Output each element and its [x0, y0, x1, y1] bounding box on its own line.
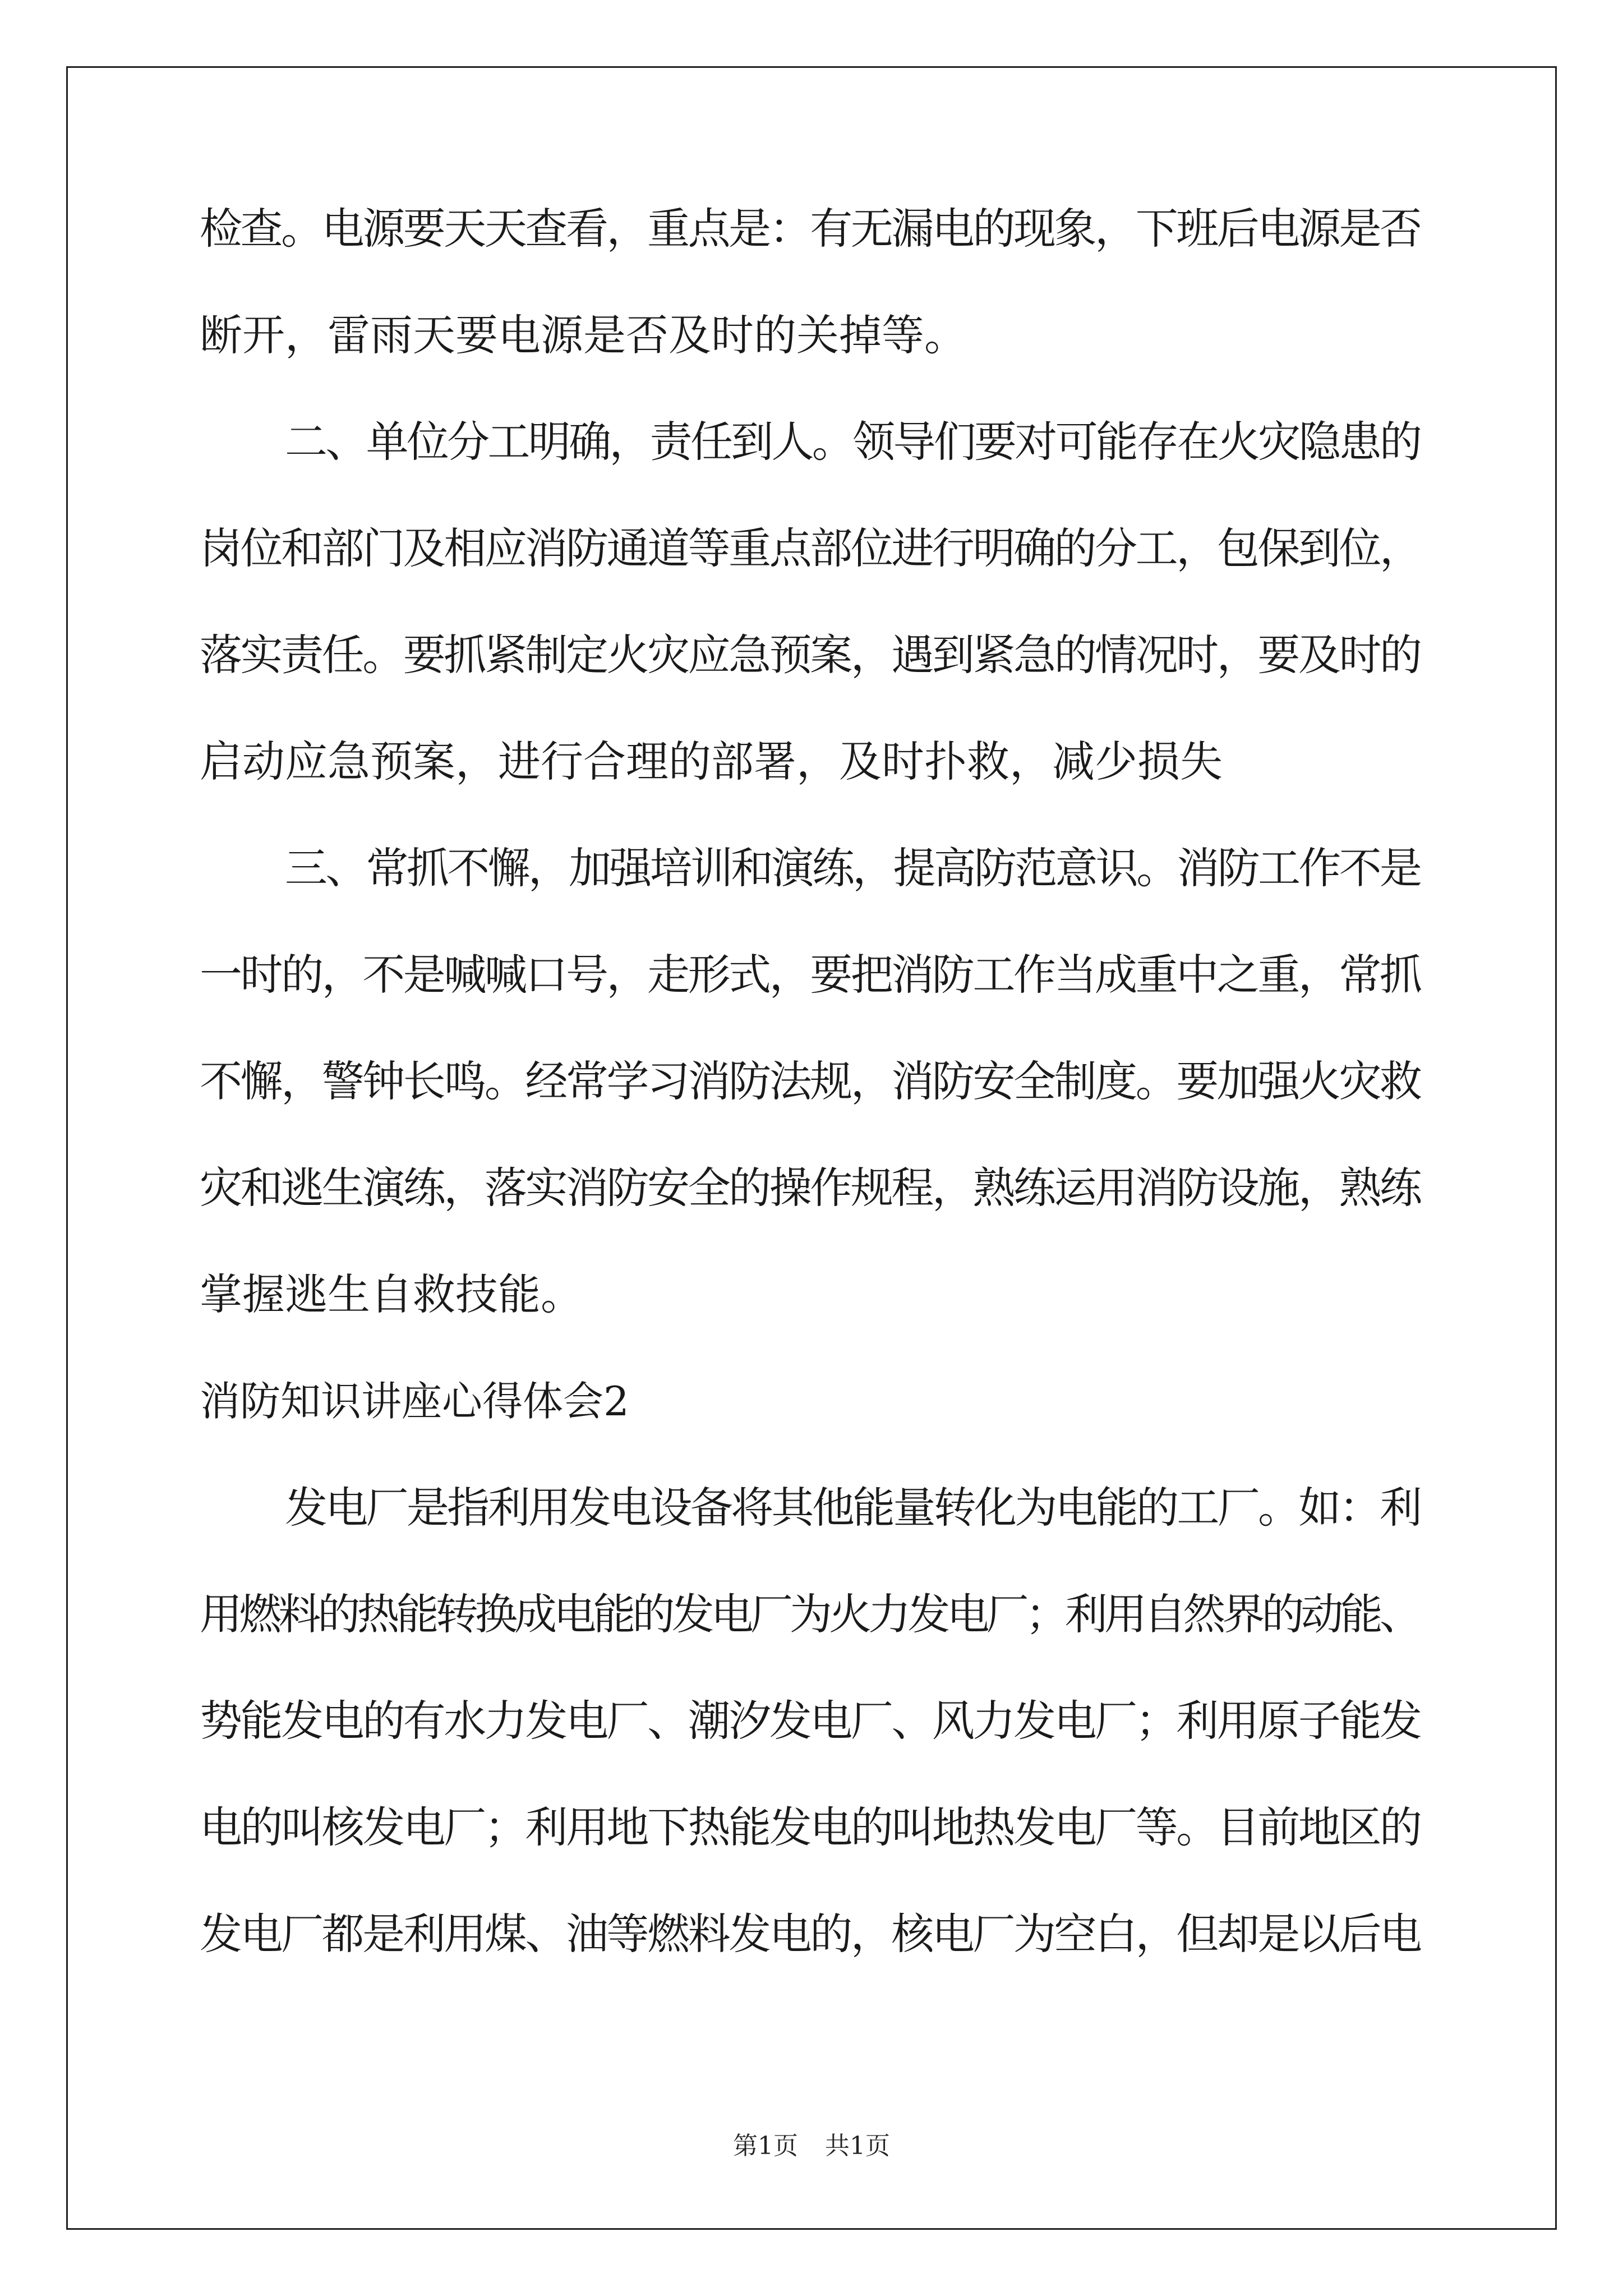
text-line: 断开，雷雨天要电源是否及时的关掉等。	[200, 310, 967, 360]
text-line: 发电厂都是利用煤、油等燃料发电的，核电厂为空白，但却是以后电	[200, 1909, 1421, 1959]
text-line: 掌握逃生自救技能。	[200, 1269, 583, 1319]
paragraph-3	[200, 843, 1422, 1319]
paragraph-2	[200, 417, 1422, 786]
text-line: 二、单位分工明确，责任到人。领导们要对可能存在火灾隐患的	[285, 417, 1421, 467]
text-line: 不懈，警钟长鸣。经常学习消防法规，消防安全制度。要加强火灾救	[200, 1056, 1421, 1106]
text-line: 一时的，不是喊喊口号，走形式，要把消防工作当成重中之重，常抓	[200, 950, 1421, 1000]
text-line: 启动应急预案，进行合理的部署，及时扑救，减少损失	[200, 737, 1223, 786]
page-total: 共1页	[825, 2132, 890, 2160]
paragraph-4	[200, 1483, 1422, 1959]
paragraph-1	[200, 204, 1422, 360]
section-heading: 消防知识讲座心得体会2	[200, 1378, 629, 1425]
text-line: 发电厂是指利用发电设备将其他能量转化为电能的工厂。如：利	[285, 1483, 1421, 1533]
text-line: 检查。电源要天天查看，重点是：有无漏电的现象，下班后电源是否	[200, 204, 1421, 254]
text-line: 三、常抓不懈，加强培训和演练，提高防范意识。消防工作不是	[285, 843, 1421, 893]
text-line: 势能发电的有水力发电厂、潮汐发电厂、风力发电厂；利用原子能发	[200, 1696, 1421, 1746]
document-body	[200, 204, 1422, 1959]
text-line: 落实责任。要抓紧制定火灾应急预案，遇到紧急的情况时，要及时的	[200, 630, 1421, 680]
text-line: 岗位和部门及相应消防通道等重点部位进行明确的分工，包保到位，	[200, 523, 1421, 573]
text-line: 用燃料的热能转换成电能的发电厂为火力发电厂；利用自然界的动能、	[200, 1589, 1419, 1639]
text-line: 灾和逃生演练，落实消防安全的操作规程，熟练运用消防设施，熟练	[200, 1163, 1421, 1213]
page-number: 第1页	[733, 2132, 798, 2160]
text-line: 电的叫核发电厂；利用地下热能发电的叫地热发电厂等。目前地区的	[200, 1802, 1421, 1852]
page-footer	[0, 2133, 1623, 2160]
